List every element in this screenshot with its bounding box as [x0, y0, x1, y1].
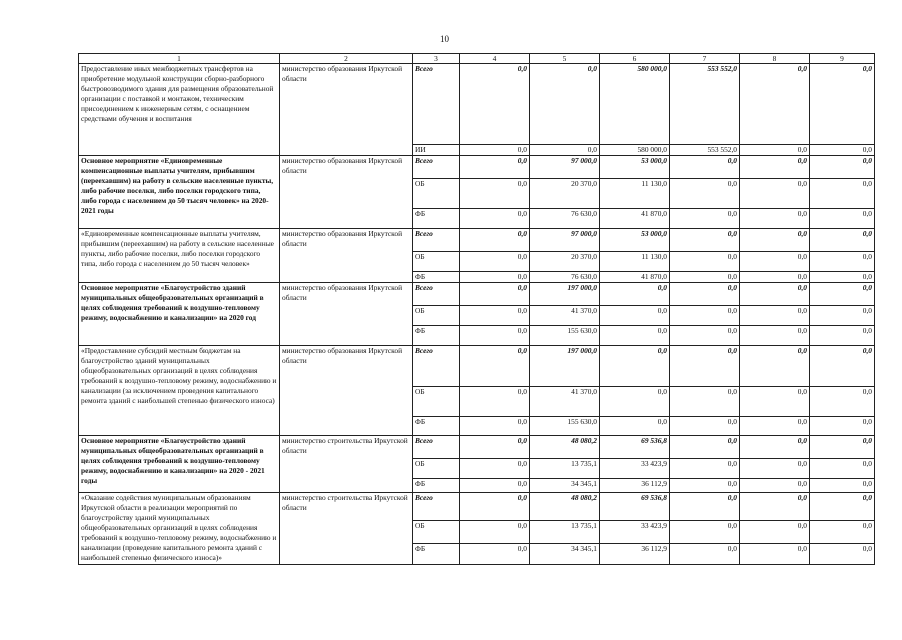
- funding-source: Всего: [413, 156, 460, 179]
- amount-cell: 33 423,9: [600, 459, 670, 479]
- amount-cell: 0,0: [810, 436, 875, 459]
- funding-source: Всего: [413, 493, 460, 521]
- column-number: 2: [280, 54, 413, 64]
- amount-cell: 0,0: [670, 387, 740, 417]
- amount-cell: 0,0: [740, 479, 810, 493]
- amount-cell: 0,0: [670, 346, 740, 387]
- amount-cell: 0,0: [460, 145, 530, 156]
- amount-cell: 0,0: [600, 387, 670, 417]
- amount-cell: 0,0: [460, 346, 530, 387]
- amount-cell: 0,0: [810, 283, 875, 306]
- funding-source: Всего: [413, 436, 460, 459]
- amount-cell: 97 000,0: [530, 156, 600, 179]
- amount-cell: 580 000,0: [600, 64, 670, 145]
- funding-source: Всего: [413, 283, 460, 306]
- amount-cell: 0,0: [740, 346, 810, 387]
- amount-cell: 0,0: [670, 436, 740, 459]
- amount-cell: 0,0: [740, 544, 810, 565]
- funding-source: ОБ: [413, 521, 460, 544]
- amount-cell: 41 870,0: [600, 272, 670, 283]
- amount-cell: 0,0: [600, 346, 670, 387]
- amount-cell: 0,0: [810, 544, 875, 565]
- column-number: 9: [810, 54, 875, 64]
- amount-cell: 0,0: [460, 64, 530, 145]
- funding-source: ИИ: [413, 145, 460, 156]
- amount-cell: 41 370,0: [530, 306, 600, 326]
- funding-source: ФБ: [413, 544, 460, 565]
- funding-source: ОБ: [413, 179, 460, 209]
- amount-cell: 0,0: [810, 493, 875, 521]
- amount-cell: 0,0: [670, 493, 740, 521]
- amount-cell: 0,0: [670, 209, 740, 229]
- amount-cell: 0,0: [740, 252, 810, 272]
- table-row: [79, 229, 875, 252]
- amount-cell: 0,0: [670, 179, 740, 209]
- amount-cell: 0,0: [810, 209, 875, 229]
- amount-cell: 0,0: [740, 417, 810, 436]
- amount-cell: 33 423,9: [600, 521, 670, 544]
- amount-cell: 0,0: [600, 306, 670, 326]
- amount-cell: 0,0: [740, 306, 810, 326]
- amount-cell: 0,0: [460, 459, 530, 479]
- amount-cell: 0,0: [460, 387, 530, 417]
- responsible-executor: министерство образования Иркутской области: [280, 156, 413, 229]
- amount-cell: 553 552,0: [670, 64, 740, 145]
- table-row: [79, 436, 875, 459]
- funding-source: Всего: [413, 229, 460, 252]
- table-row: [79, 156, 875, 179]
- funding-source: ФБ: [413, 479, 460, 493]
- amount-cell: 0,0: [670, 544, 740, 565]
- amount-cell: 0,0: [810, 306, 875, 326]
- header-row: [79, 54, 875, 64]
- amount-cell: 0,0: [810, 459, 875, 479]
- amount-cell: 0,0: [670, 156, 740, 179]
- amount-cell: 553 552,0: [670, 145, 740, 156]
- amount-cell: 0,0: [600, 326, 670, 346]
- amount-cell: 36 112,9: [600, 479, 670, 493]
- funding-source: ОБ: [413, 387, 460, 417]
- amount-cell: 0,0: [810, 156, 875, 179]
- amount-cell: 0,0: [530, 64, 600, 145]
- measure-description: Основное мероприятие «Благоустройство зданий муниципальных общеобразовательных организаций в целях соблюдения требований к воздушно-тепловому режиму, водоснабжению и канализации» на 2020 - 2021 годы: [79, 436, 280, 493]
- amount-cell: 0,0: [460, 306, 530, 326]
- amount-cell: 20 370,0: [530, 252, 600, 272]
- amount-cell: 76 630,0: [530, 272, 600, 283]
- responsible-executor: министерство строительства Иркутской области: [280, 436, 413, 493]
- amount-cell: 0,0: [740, 326, 810, 346]
- amount-cell: 0,0: [740, 209, 810, 229]
- column-number: 1: [79, 54, 280, 64]
- amount-cell: 0,0: [810, 179, 875, 209]
- amount-cell: 0,0: [810, 229, 875, 252]
- amount-cell: 0,0: [460, 521, 530, 544]
- amount-cell: 0,0: [740, 229, 810, 252]
- measure-description: Предоставление иных межбюджетных трансфертов на приобретение модульной конструкции сборно-разборного быстровозводимого здания для размещения образовательной организации с поставкой и монтажом, техническим присоединением к инженерным сетям, с оснащением средствами обучения и воспитания: [79, 64, 280, 156]
- column-number: 6: [600, 54, 670, 64]
- table-row: [79, 64, 875, 145]
- responsible-executor: министерство строительства Иркутской области: [280, 493, 413, 565]
- amount-cell: 0,0: [460, 156, 530, 179]
- amount-cell: 0,0: [670, 521, 740, 544]
- amount-cell: 0,0: [460, 252, 530, 272]
- measure-description: Основное мероприятие «Единовременные компенсационные выплаты учителям, прибывшим (переехавшим) на работу в сельские населенные пункты, либо рабочие поселки, либо поселки городского типа, либо города с населением до 50 тысяч человек» на 2020-2021 годы: [79, 156, 280, 229]
- responsible-executor: министерство образования Иркутской области: [280, 229, 413, 283]
- funding-source: ОБ: [413, 459, 460, 479]
- amount-cell: 197 000,0: [530, 283, 600, 306]
- amount-cell: 0,0: [600, 283, 670, 306]
- amount-cell: 0,0: [740, 156, 810, 179]
- funding-source: ФБ: [413, 209, 460, 229]
- amount-cell: 53 000,0: [600, 229, 670, 252]
- amount-cell: 13 735,1: [530, 521, 600, 544]
- funding-source: Всего: [413, 64, 460, 145]
- amount-cell: 0,0: [670, 479, 740, 493]
- amount-cell: 0,0: [810, 272, 875, 283]
- amount-cell: 0,0: [740, 64, 810, 145]
- amount-cell: 155 630,0: [530, 326, 600, 346]
- amount-cell: 0,0: [740, 493, 810, 521]
- column-number: 7: [670, 54, 740, 64]
- amount-cell: 0,0: [740, 521, 810, 544]
- amount-cell: 0,0: [740, 145, 810, 156]
- responsible-executor: министерство образования Иркутской области: [280, 64, 413, 156]
- amount-cell: 0,0: [670, 417, 740, 436]
- amount-cell: 76 630,0: [530, 209, 600, 229]
- amount-cell: 34 345,1: [530, 544, 600, 565]
- amount-cell: 0,0: [740, 272, 810, 283]
- program-funding-table: [78, 53, 875, 565]
- funding-source: ОБ: [413, 306, 460, 326]
- funding-source: ФБ: [413, 272, 460, 283]
- amount-cell: 0,0: [670, 252, 740, 272]
- column-number: 5: [530, 54, 600, 64]
- amount-cell: 0,0: [740, 459, 810, 479]
- amount-cell: 0,0: [810, 326, 875, 346]
- amount-cell: 48 080,2: [530, 436, 600, 459]
- column-number: 8: [740, 54, 810, 64]
- amount-cell: 0,0: [460, 493, 530, 521]
- amount-cell: 0,0: [460, 544, 530, 565]
- amount-cell: 0,0: [670, 326, 740, 346]
- amount-cell: 41 370,0: [530, 387, 600, 417]
- amount-cell: 0,0: [670, 229, 740, 252]
- page-number: 10: [440, 34, 449, 44]
- amount-cell: 0,0: [670, 272, 740, 283]
- amount-cell: 0,0: [460, 229, 530, 252]
- amount-cell: 0,0: [810, 387, 875, 417]
- amount-cell: 0,0: [600, 417, 670, 436]
- table-row: [79, 283, 875, 306]
- table-row: [79, 346, 875, 387]
- amount-cell: 0,0: [810, 346, 875, 387]
- measure-description: Основное мероприятие «Благоустройство зданий муниципальных общеобразовательных организаций в целях соблюдения требований к воздушно-тепловому режиму, водоснабжению и канализации» на 2020 год: [79, 283, 280, 346]
- column-number: 3: [413, 54, 460, 64]
- amount-cell: 13 735,1: [530, 459, 600, 479]
- amount-cell: 0,0: [810, 252, 875, 272]
- amount-cell: 36 112,9: [600, 544, 670, 565]
- amount-cell: 0,0: [810, 521, 875, 544]
- amount-cell: 0,0: [810, 417, 875, 436]
- amount-cell: 197 000,0: [530, 346, 600, 387]
- amount-cell: 0,0: [460, 326, 530, 346]
- amount-cell: 0,0: [810, 479, 875, 493]
- funding-source: ФБ: [413, 326, 460, 346]
- amount-cell: 0,0: [460, 283, 530, 306]
- amount-cell: 69 536,8: [600, 436, 670, 459]
- amount-cell: 11 130,0: [600, 179, 670, 209]
- amount-cell: 0,0: [810, 64, 875, 145]
- amount-cell: 0,0: [740, 179, 810, 209]
- amount-cell: 0,0: [460, 417, 530, 436]
- funding-source: Всего: [413, 346, 460, 387]
- amount-cell: 48 080,2: [530, 493, 600, 521]
- amount-cell: 69 536,8: [600, 493, 670, 521]
- amount-cell: 34 345,1: [530, 479, 600, 493]
- measure-description: «Предоставление субсидий местным бюджетам на благоустройство зданий муниципальных общеобразовательных организаций в целях соблюдения требований к воздушно-тепловому режиму, водоснабжению и канализации (за исключением проведения капитального ремонта зданий с наибольшей степенью физического износа): [79, 346, 280, 436]
- amount-cell: 0,0: [740, 436, 810, 459]
- amount-cell: 580 000,0: [600, 145, 670, 156]
- amount-cell: 0,0: [810, 145, 875, 156]
- amount-cell: 20 370,0: [530, 179, 600, 209]
- amount-cell: 0,0: [740, 283, 810, 306]
- funding-source: ОБ: [413, 252, 460, 272]
- amount-cell: 0,0: [460, 179, 530, 209]
- responsible-executor: министерство образования Иркутской области: [280, 283, 413, 346]
- responsible-executor: министерство образования Иркутской области: [280, 346, 413, 436]
- amount-cell: 0,0: [530, 145, 600, 156]
- amount-cell: 0,0: [460, 272, 530, 283]
- amount-cell: 0,0: [670, 283, 740, 306]
- table-row: [79, 493, 875, 521]
- funding-source: ФБ: [413, 417, 460, 436]
- amount-cell: 155 630,0: [530, 417, 600, 436]
- measure-description: «Единовременные компенсационные выплаты учителям, прибывшим (переехавшим) на работу в сельские населенные пункты, либо рабочие поселки, либо поселки городского типа, либо города с населением до 50 тысяч человек»: [79, 229, 280, 283]
- amount-cell: 0,0: [670, 459, 740, 479]
- amount-cell: 0,0: [670, 306, 740, 326]
- amount-cell: 11 130,0: [600, 252, 670, 272]
- column-number: 4: [460, 54, 530, 64]
- amount-cell: 0,0: [740, 387, 810, 417]
- measure-description: «Оказание содействия муниципальным образованиям Иркутской области в реализации мероприятий по благоустройству зданий муниципальных общеобразовательных организаций в целях соблюдения требований к воздушно-тепловому режиму, водоснабжению и канализации (проведение капитального ремонта зданий с наибольшей степенью физического износа)»: [79, 493, 280, 565]
- amount-cell: 0,0: [460, 209, 530, 229]
- amount-cell: 0,0: [460, 436, 530, 459]
- amount-cell: 97 000,0: [530, 229, 600, 252]
- amount-cell: 53 000,0: [600, 156, 670, 179]
- amount-cell: 0,0: [460, 479, 530, 493]
- amount-cell: 41 870,0: [600, 209, 670, 229]
